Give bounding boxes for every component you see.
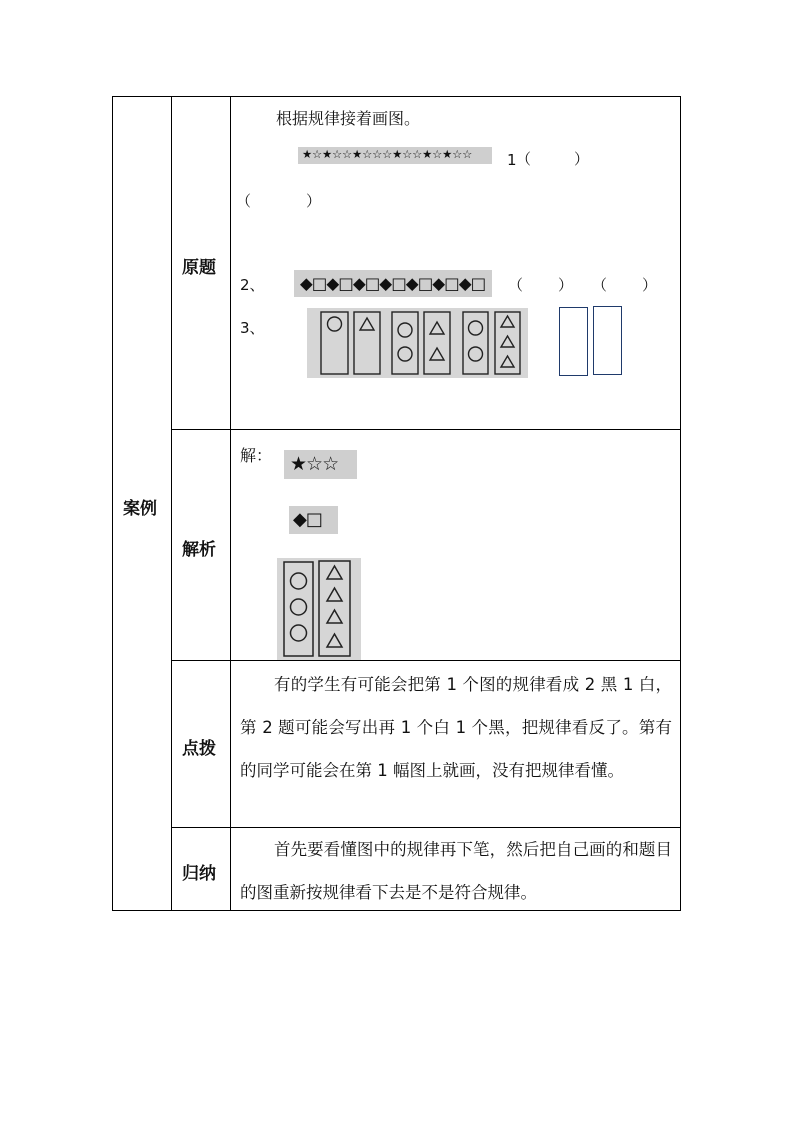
q1-answer2-open: （ — [236, 192, 252, 210]
q1-number: 1 — [507, 151, 517, 169]
table-divider-col1 — [171, 96, 172, 911]
q3-answer-box-2[interactable] — [593, 306, 622, 375]
q3-shapes — [307, 308, 528, 378]
case-label: 案例 — [123, 499, 157, 519]
q1-answer-close: ） — [574, 150, 590, 168]
analysis-label: 解析 — [182, 540, 216, 560]
a1-pattern-strip — [284, 450, 357, 479]
a1-pattern: ★☆☆ — [290, 453, 339, 475]
analysis-prefix: 解： — [240, 446, 273, 465]
original-label: 原题 — [182, 258, 216, 278]
q3-number: 3、 — [240, 319, 265, 337]
q2-answer2-open: （ — [592, 276, 608, 294]
q2-answer1-close: ） — [558, 276, 574, 294]
q3-pattern-image — [307, 308, 528, 378]
q1-pattern: ★☆★☆☆★☆☆☆★☆☆★☆★☆☆ — [302, 147, 473, 161]
q2-pattern-strip — [294, 270, 492, 297]
tips-paragraph: 有的学生有可能会把第 1 个图的规律看成 2 黑 1 白，第 2 题可能会写出再 1 个白 1 个黑，把规律看反了。第有的同学可能会在第 1 幅图上就画，没有把规律看懂。 — [240, 675, 672, 780]
summary-paragraph: 首先要看懂图中的规律再下笔，然后把自己画的和题目的图重新按规律看下去是不是符合规律。 — [240, 840, 672, 902]
q2-number: 2、 — [240, 276, 265, 294]
q3-answer-box-1[interactable] — [559, 307, 588, 376]
table-divider-row2 — [171, 660, 681, 661]
tips-label: 点拨 — [182, 739, 216, 759]
table-divider-col2 — [230, 96, 231, 911]
q1-answer-open: （ — [516, 150, 532, 168]
a2-pattern-strip — [289, 506, 338, 534]
a3-pattern-image — [277, 558, 361, 660]
q1-answer2-close: ） — [306, 192, 322, 210]
q2-answer1-open: （ — [508, 276, 524, 294]
q2-answer2-close: ） — [642, 276, 658, 294]
table-border-right — [680, 96, 681, 911]
q1-pattern-strip — [298, 147, 492, 164]
a3-shapes — [277, 558, 361, 660]
table-divider-row1 — [171, 429, 681, 430]
a2-pattern: ◆□ — [293, 509, 322, 530]
summary-label: 归纳 — [182, 864, 216, 884]
q2-pattern: ◆□◆□◆□◆□◆□◆□◆□ — [300, 274, 486, 293]
table-border-left — [112, 96, 113, 911]
table-border-top — [112, 96, 681, 97]
instruction-text: 根据规律接着画图。 — [276, 109, 421, 128]
